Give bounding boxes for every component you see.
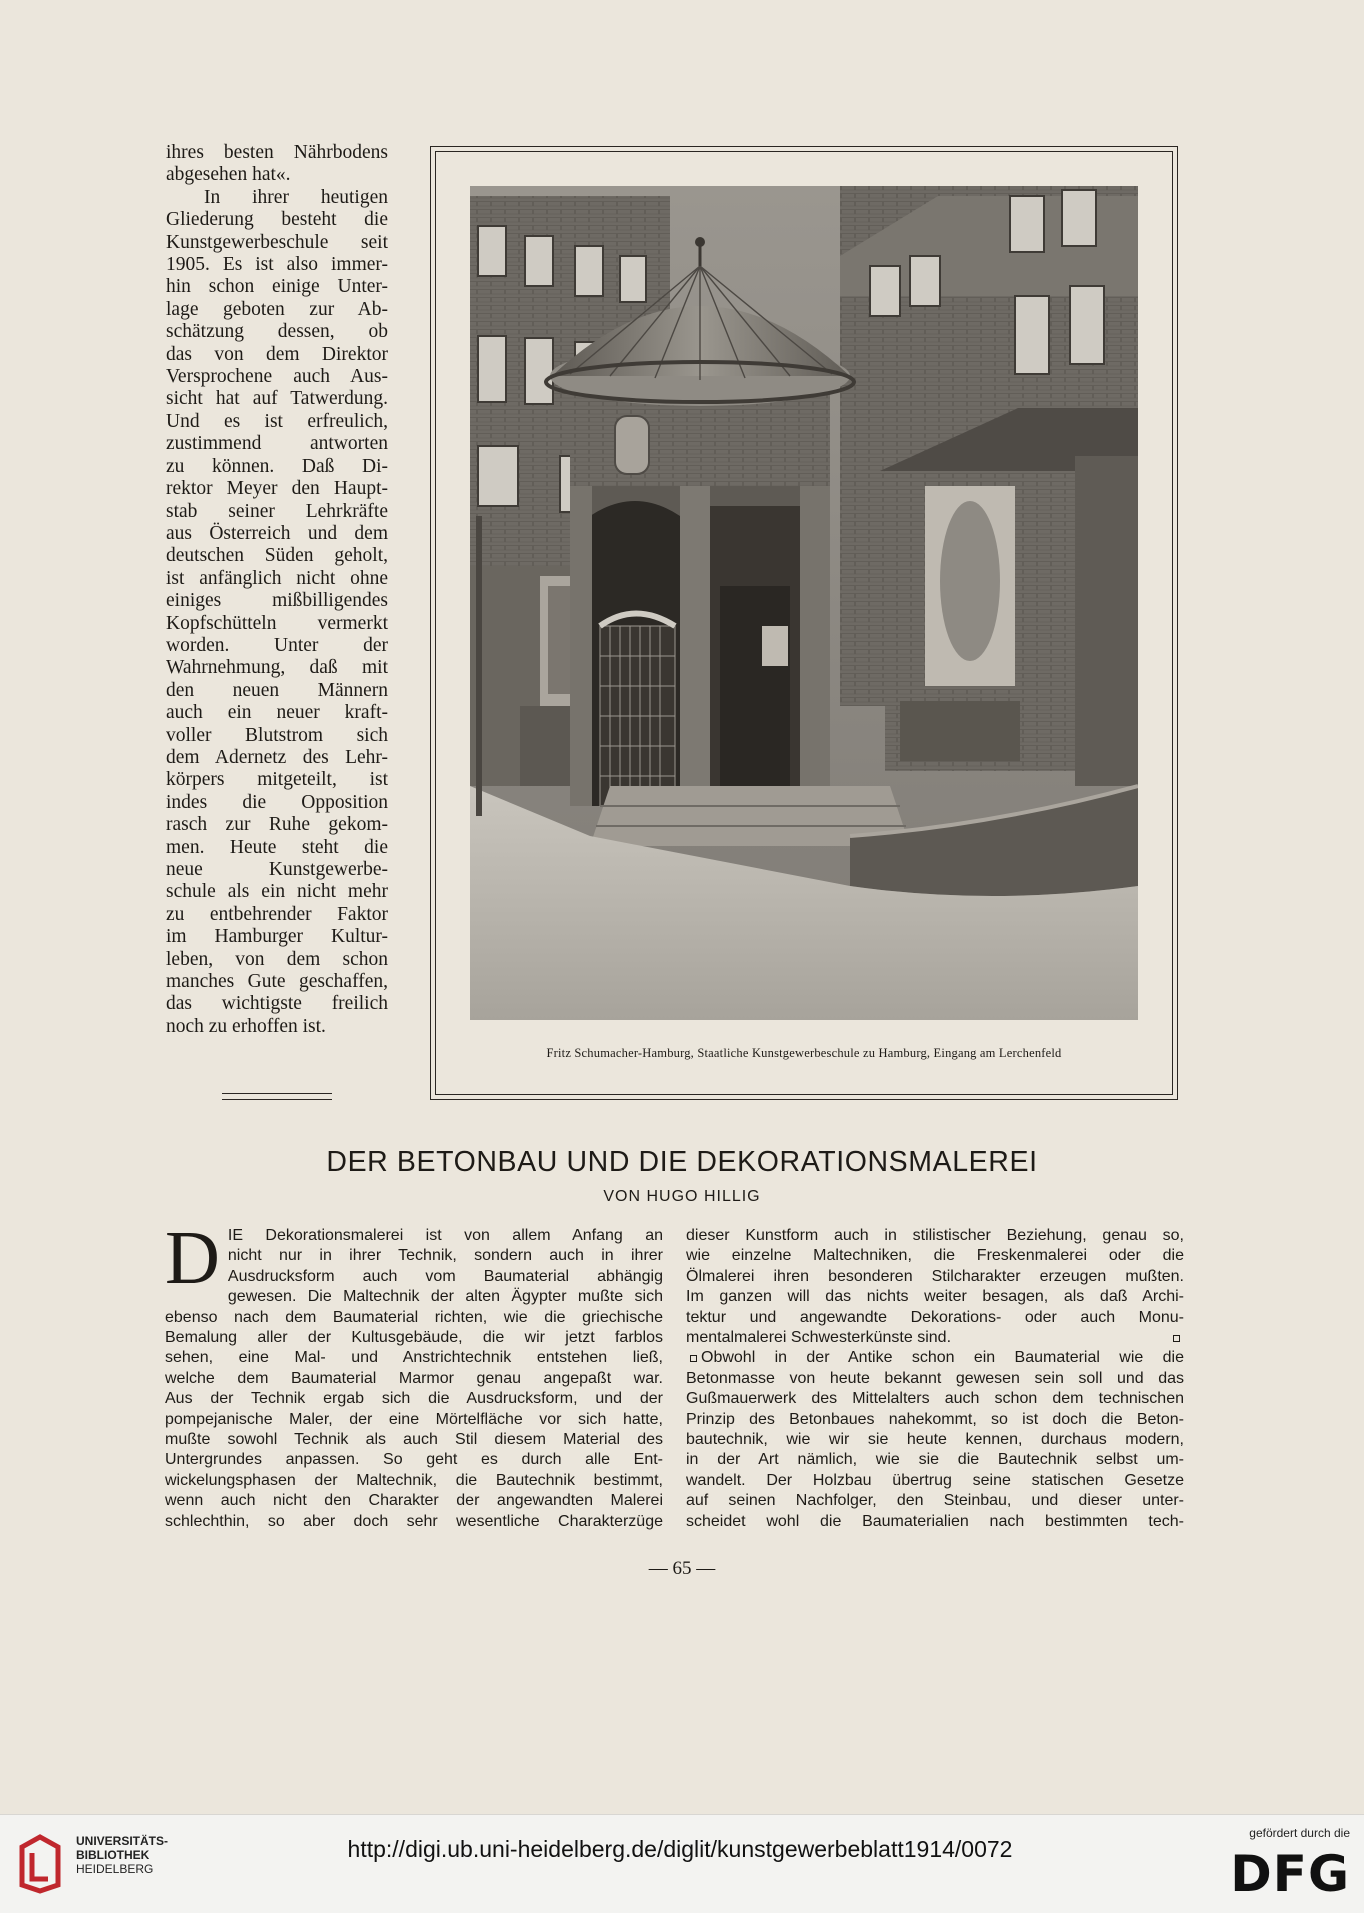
left-column-line: zu können. Daß Di- (166, 455, 388, 477)
library-line-1: UNIVERSITÄTS- (76, 1834, 169, 1848)
column-1-line: gewesen. Die Maltechnik der alten Ägypter mußte sich (227, 1288, 663, 1306)
left-column-line: Und es ist erfreulich, (166, 410, 388, 432)
left-column-line: worden. Unter der (166, 634, 388, 656)
left-column-line: den neuen Männern (166, 679, 388, 701)
left-column-line: zustimmend antworten (166, 433, 388, 455)
left-column-line: rasch zur Ruhe gekom- (166, 814, 388, 836)
article-byline: VON HUGO HILLIG (603, 1188, 761, 1205)
column-1-line: IE Dekorationsmalerei ist von allem Anfang an (227, 1227, 663, 1244)
column-1-line: pompejanische Maler, der eine Mörtelfläche vor sich hatte, (165, 1410, 663, 1428)
left-column-line: hin schon einige Unter- (166, 276, 388, 298)
left-column-line: voller Blutstrom sich (166, 724, 388, 746)
left-column-line: neue Kunstgewerbe- (166, 859, 388, 880)
column-1-text (165, 1216, 663, 1532)
left-column-line: 1905. Es ist also immer- (166, 254, 388, 276)
left-column-line: Gliederung besteht die (166, 209, 388, 231)
column-2-line: Betonmasse von heute bekannt gewesen sein soll und das (686, 1369, 1184, 1387)
column-1-line: wenn auch nicht den Charakter der angewandten Malerei (165, 1492, 663, 1510)
library-name (76, 1834, 216, 1876)
column-2-line: wandelt. Der Holzbau übertrug seine statischen Gesetze (686, 1471, 1184, 1489)
figure-caption: Fritz Schumacher-Hamburg, Staatliche Kunstgewerbeschule zu Hamburg, Eingang am Lerchenfeld (546, 1046, 1062, 1060)
dfg-logo: DFG (1230, 1845, 1350, 1903)
article-column-2 (686, 1226, 1184, 1532)
paragraph-start-mark-icon (690, 1355, 697, 1362)
column-1-line: ebenso nach dem Baumaterial richten, wie die griechische (165, 1308, 663, 1326)
left-column-line: Kunstgewerbeschule seit (166, 231, 388, 253)
left-column-line: das von dem Direktor (166, 343, 388, 365)
left-column-line: aus Österreich und dem (166, 522, 388, 544)
column-2-line: auf seinen Nachfolger, den Steinbau, und dieser unter- (686, 1492, 1184, 1510)
column-2-line: bautechnik, wie wir sie heute kennen, durchaus modern, (686, 1431, 1184, 1449)
left-column-text (166, 142, 388, 1038)
column-2-line: Im ganzen will das nichts weiter besagen, als daß Archi- (686, 1288, 1184, 1306)
column-1-line: mußte sowohl Technik als auch Stil diesem Material des (165, 1431, 663, 1449)
column-2-line: tektur und angewandte Dekorations- oder auch Monu- (686, 1308, 1184, 1326)
column-2-line: dieser Kunstform auch in stilistischer Beziehung, genau so, (686, 1227, 1184, 1244)
page-number: — 65 — (648, 1558, 716, 1579)
left-column-line: manches Gute geschaffen, (166, 971, 388, 993)
left-column-line: Versprochene auch Aus- (166, 366, 388, 388)
column-2-line: Ölmalerei ihren besonderen Stilcharakter erzeugen mußten. (686, 1267, 1184, 1285)
left-column-line: auch ein neuer kraft- (166, 702, 388, 724)
left-column-line: schätzung dessen, ob (166, 321, 388, 343)
left-column-line: schule als ein nicht mehr (166, 881, 388, 903)
left-column-line: ist anfänglich nicht ohne (166, 567, 388, 589)
left-column-line: men. Heute steht die (166, 836, 388, 858)
column-1-line: Untergrundes anpassen. So geht es durch alle Ent- (165, 1451, 663, 1469)
column-1-line: nicht nur in ihrer Technik, sondern auch in ihrer (227, 1247, 663, 1265)
left-column-line: das wichtigste freilich (166, 993, 388, 1015)
left-column-line: Kopfschütteln vermerkt (166, 612, 388, 634)
library-line-3: HEIDELBERG (76, 1862, 154, 1876)
column-2-line: Obwohl in der Antike schon ein Baumaterial wie die (686, 1348, 1184, 1368)
column-2-line: wie einzelne Maltechniken, die Freskenmalerei oder die (686, 1247, 1184, 1265)
library-line-2: BIBLIOTHEK (76, 1848, 150, 1862)
funding-note: gefördert durch die (1249, 1826, 1350, 1840)
left-column-line: zu entbehrender Faktor (166, 903, 388, 925)
column-2-paragraph-2 (686, 1348, 1184, 1532)
left-column-line: stab seiner Lehrkräfte (166, 500, 388, 522)
left-column-line: noch zu erhoffen ist. (166, 1015, 326, 1037)
column-1-line: welche dem Baumaterial Marmor genau angepaßt war. (165, 1369, 663, 1387)
column-2-line: scheidet wohl die Baumaterialien nach bestimmten tech- (686, 1512, 1184, 1530)
left-column-line: leben, von dem schon (166, 948, 388, 970)
paragraph-end-mark-icon (1173, 1335, 1180, 1342)
article-column-1 (165, 1216, 663, 1532)
column-2-line: Prinzip des Betonbaues nahekommt, so ist doch die Beton- (686, 1410, 1184, 1428)
university-library-logo-icon (14, 1829, 68, 1895)
article-title: DER BETONBAU UND DIE DEKORATIONSMALEREI (326, 1146, 1038, 1178)
left-column-line: Wahrnehmung, daß mit (166, 657, 388, 679)
left-column-line: im Hamburger Kultur- (166, 926, 388, 948)
left-column-line: lage geboten zur Ab- (166, 298, 388, 320)
column-1-line: sehen, eine Mal- und Anstrichtechnik entstehen ließ, (165, 1349, 663, 1367)
column-1-line: Ausdrucksform auch vom Baumaterial abhängig (227, 1267, 663, 1285)
left-column-line: indes die Opposition (166, 791, 388, 813)
left-column-line: einiges mißbilligendes (166, 590, 388, 612)
drop-cap: D (165, 1216, 220, 1300)
architecture-photo (470, 186, 1138, 1020)
column-1-line: Aus der Technik ergab sich die Ausdrucksform, und der (165, 1390, 663, 1408)
permalink-url[interactable]: http://digi.ub.uni-heidelberg.de/diglit/kunstgewerbeblatt1914/0072 (347, 1836, 1013, 1862)
left-column-line: abgesehen hat«. (166, 164, 291, 186)
column-1-line: Bemalung aller der Kultusgebäude, die wir jetzt farblos (165, 1329, 663, 1347)
column-2-line: in der Art nämlich, wie sie die Bautechnik selbst um- (686, 1451, 1184, 1469)
left-column-line: ihres besten Nährbodens (166, 142, 388, 163)
left-column-line: dem Adernetz des Lehr- (166, 746, 388, 768)
left-column-line: körpers mitgeteilt, ist (166, 769, 388, 791)
column-2-line: Gußmauerwerk des Mittelalters auch schon dem technischen (686, 1390, 1184, 1408)
column-2-paragraph-1 (686, 1226, 1184, 1348)
left-column-line: In ihrer heutigen (204, 186, 388, 208)
column-2-line: mentalmalerei Schwesterkünste sind. (686, 1328, 1184, 1348)
photo-illustration (470, 186, 1138, 1020)
column-1-line: wickelungsphasen der Maltechnik, die Bautechnik bestimmt, (165, 1471, 663, 1489)
column-end-rule (222, 1093, 332, 1100)
left-column-line: deutschen Süden geholt, (166, 545, 388, 567)
left-column-line: rektor Meyer den Haupt- (166, 478, 388, 500)
column-1-line: schlechthin, so aber doch sehr wesentliche Charakterzüge (165, 1512, 663, 1530)
left-column-line: sicht hat auf Tatwerdung. (166, 388, 388, 410)
